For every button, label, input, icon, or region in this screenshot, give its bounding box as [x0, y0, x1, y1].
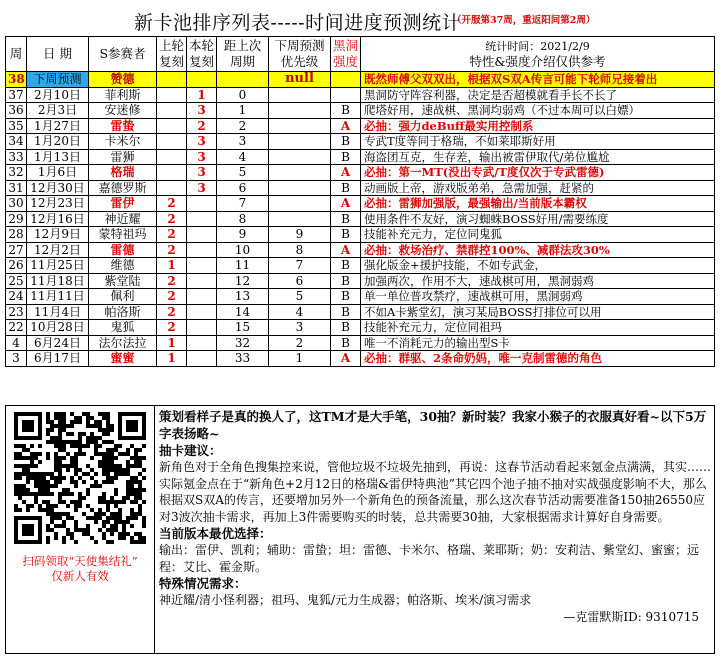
cell-date: 11月25日	[27, 258, 89, 274]
cell-desc: 专武T度等同于格瑞，不如莱耶斯好用	[361, 134, 715, 150]
cell-gap: 2	[217, 118, 269, 134]
cell-name: 雷德	[89, 242, 157, 258]
title-bar	[0, 4, 720, 34]
cell-prev: 2	[157, 196, 187, 212]
cell-cur	[187, 320, 217, 336]
cell-hole: B	[331, 227, 361, 243]
cell-priority	[269, 149, 331, 165]
forecast-week: 38	[6, 72, 27, 88]
cell-hole: B	[331, 180, 361, 196]
header-prev: 上轮复刻	[157, 37, 187, 72]
forecast-name: 赞德	[89, 72, 157, 88]
cell-name: 安迷修	[89, 103, 157, 119]
cell-date: 1月20日	[27, 134, 89, 150]
cell-prev	[157, 165, 187, 181]
cell-gap: 11	[217, 258, 269, 274]
cell-prev	[157, 134, 187, 150]
qr-caption	[6, 554, 154, 584]
table-row	[6, 320, 715, 336]
cell-name: 雷伊	[89, 196, 157, 212]
advice-text: 新角色对于全角色搜集控来说，管他垃圾不垃圾先抽到，再说：这春节活动看起来氪金点满满，其实……实际氪金点在于“新角色+2月12日的格瑞&雷伊特典池”其它四个池子抽不抽对实战强度影响不大，那么根据双S双A的传言，还要增加另外一个新角色的预备流量，那么这次春节活动需要准备150抽26550应对3波次抽卡需求，再加上3件需要购买的时装，总共需要30抽，大家根据需求计算好自身需要。	[159, 460, 712, 524]
cell-gap: 33	[217, 351, 269, 367]
cell-gap: 10	[217, 242, 269, 258]
cell-prev: 1	[157, 351, 187, 367]
cell-priority	[269, 118, 331, 134]
table-header-row	[6, 37, 715, 72]
forecast-hole	[331, 72, 361, 88]
cell-week: 28	[6, 227, 27, 243]
cell-date: 1月13日	[27, 149, 89, 165]
cell-hole: B	[331, 273, 361, 289]
stat-time: 统计时间：2021/2/9	[485, 40, 590, 53]
cell-gap: 3	[217, 134, 269, 150]
forecast-prev	[157, 72, 187, 88]
cell-date: 12月23日	[27, 196, 89, 212]
header-date: 日 期	[27, 37, 89, 72]
cell-cur: 3	[187, 134, 217, 150]
cell-desc: 必抽：群驱、2条命奶妈，唯一克制雷德的角色	[361, 351, 715, 367]
page-title: 新卡池排序列表-----时间进度预测统计	[134, 12, 462, 34]
qr-section	[6, 406, 155, 653]
cell-prev	[157, 118, 187, 134]
cell-week: 29	[6, 211, 27, 227]
best-title: 当前版本最优选择：	[159, 526, 272, 541]
notes-panel	[5, 405, 715, 654]
cell-week: 37	[6, 87, 27, 103]
cell-gap: 15	[217, 320, 269, 336]
table-row	[6, 118, 715, 134]
cell-gap: 13	[217, 289, 269, 305]
best-text: 输出：雷伊、凯莉；辅助：雷蛰；坦：雷德、卡米尔、格瑞、莱耶斯；奶：安莉洁、紫堂幻、蜜蜜；远程：艾比、霍金斯。	[159, 543, 700, 574]
cell-cur	[187, 273, 217, 289]
cell-name: 菲利斯	[89, 87, 157, 103]
cell-priority: 8	[269, 242, 331, 258]
cell-prev: 2	[157, 320, 187, 336]
cell-week: 25	[6, 273, 27, 289]
cell-hole: B	[331, 149, 361, 165]
cell-week: 23	[6, 304, 27, 320]
cell-week: 31	[6, 180, 27, 196]
cell-prev: 2	[157, 289, 187, 305]
cell-week: 22	[6, 320, 27, 336]
cell-name: 紫堂陆	[89, 273, 157, 289]
cell-date: 11月18日	[27, 273, 89, 289]
cell-priority: 2	[269, 335, 331, 351]
cell-prev: 2	[157, 242, 187, 258]
cell-desc: 必抽：救场治疗、禁群控100%、减群法攻30%	[361, 242, 715, 258]
header-week: 周	[6, 37, 27, 72]
cell-priority: 5	[269, 289, 331, 305]
notes-text	[159, 408, 711, 625]
cell-prev: 2	[157, 304, 187, 320]
cell-hole: B	[331, 134, 361, 150]
cell-week: 33	[6, 149, 27, 165]
forecast-row	[6, 72, 715, 88]
cell-week: 3	[6, 351, 27, 367]
cell-desc: 强化版金+援护技能，不如专武金，	[361, 258, 715, 274]
cell-hole: A	[331, 196, 361, 212]
cell-gap: 32	[217, 335, 269, 351]
cell-hole: B	[331, 335, 361, 351]
cell-desc: 动画版上帝，游戏版弟弟，急需加强，赶紧的	[361, 180, 715, 196]
forecast-cur	[187, 72, 217, 88]
table-row	[6, 196, 715, 212]
cell-date: 1月6日	[27, 165, 89, 181]
cell-priority	[269, 134, 331, 150]
cell-priority: 9	[269, 227, 331, 243]
table-row	[6, 180, 715, 196]
table-row	[6, 211, 715, 227]
cell-desc: 技能补充元力，定位同鬼狐	[361, 227, 715, 243]
special-text: 神近耀/清小怪利器；祖玛、鬼狐/元力生成器；帕洛斯、埃米/演习需求	[159, 593, 532, 607]
cell-cur	[187, 211, 217, 227]
cell-gap: 12	[217, 273, 269, 289]
cell-name: 维德	[89, 258, 157, 274]
cell-week: 35	[6, 118, 27, 134]
cell-cur	[187, 196, 217, 212]
cell-desc: 海盗团互克，生存差，输出被雷伊取代/弟位尴尬	[361, 149, 715, 165]
cell-name: 神近耀	[89, 211, 157, 227]
header-hole: 黑洞强度	[331, 37, 361, 72]
cell-name: 蜜蜜	[89, 351, 157, 367]
advice-title: 抽卡建议：	[159, 443, 222, 458]
cell-date: 6月17日	[27, 351, 89, 367]
cell-gap: 5	[217, 165, 269, 181]
cell-name: 嘉德罗斯	[89, 180, 157, 196]
cell-name: 法尔法拉	[89, 335, 157, 351]
cell-name: 卡米尔	[89, 134, 157, 150]
table-row	[6, 149, 715, 165]
cell-priority: 6	[269, 273, 331, 289]
table-row	[6, 103, 715, 119]
cell-priority	[269, 211, 331, 227]
cell-date: 6月24日	[27, 335, 89, 351]
cell-cur: 2	[187, 118, 217, 134]
cell-date: 11月11日	[27, 289, 89, 305]
cell-gap: 1	[217, 103, 269, 119]
cell-name: 佩利	[89, 289, 157, 305]
cell-name: 帕洛斯	[89, 304, 157, 320]
header-meta	[361, 37, 715, 72]
cell-cur: 3	[187, 165, 217, 181]
cell-gap: 8	[217, 211, 269, 227]
cell-desc: 必抽：强力deBuff最实用控制系	[361, 118, 715, 134]
cell-cur	[187, 335, 217, 351]
cell-week: 4	[6, 335, 27, 351]
cell-hole: B	[331, 103, 361, 119]
cell-prev: 2	[157, 227, 187, 243]
cell-priority: 7	[269, 258, 331, 274]
cell-date: 12月16日	[27, 211, 89, 227]
cell-name: 雷蛰	[89, 118, 157, 134]
cell-desc: 黑洞防守阵容利器，决定是否超模就看手长不长了	[361, 87, 715, 103]
cell-cur	[187, 242, 217, 258]
cell-hole: A	[331, 351, 361, 367]
cell-priority: 1	[269, 351, 331, 367]
cell-week: 34	[6, 134, 27, 150]
cell-date: 12月9日	[27, 227, 89, 243]
cell-prev: 2	[157, 273, 187, 289]
header-gap: 距上次周期	[217, 37, 269, 72]
cell-priority	[269, 87, 331, 103]
table-row	[6, 165, 715, 181]
cell-prev: 2	[157, 211, 187, 227]
cell-week: 36	[6, 103, 27, 119]
cell-prev	[157, 180, 187, 196]
table-row	[6, 273, 715, 289]
cell-hole: B	[331, 289, 361, 305]
cell-hole: B	[331, 258, 361, 274]
cell-prev: 1	[157, 258, 187, 274]
stat-title: 特性&强度介绍仅供参考	[469, 54, 606, 69]
special-title: 特殊情况需求：	[159, 576, 247, 591]
header-cur: 本轮复刻	[187, 37, 217, 72]
cell-week: 26	[6, 258, 27, 274]
cell-priority	[269, 103, 331, 119]
table-row	[6, 258, 715, 274]
cell-desc: 爬塔好用，速战棋、黑洞均弱鸡（不过本周可以白嫖）	[361, 103, 715, 119]
cell-cur: 3	[187, 180, 217, 196]
cell-date: 11月4日	[27, 304, 89, 320]
cell-hole: A	[331, 118, 361, 134]
cell-hole: B	[331, 304, 361, 320]
qr-code-icon[interactable]	[14, 412, 146, 544]
cell-cur	[187, 304, 217, 320]
table-row	[6, 87, 715, 103]
cell-priority	[269, 196, 331, 212]
qr-caption-2: 仅新人有效	[51, 569, 109, 583]
cell-prev	[157, 87, 187, 103]
cell-hole: A	[331, 165, 361, 181]
cell-date: 12月30日	[27, 180, 89, 196]
cell-priority	[269, 165, 331, 181]
cell-gap: 7	[217, 196, 269, 212]
cell-cur: 3	[187, 103, 217, 119]
table-row	[6, 289, 715, 305]
schedule-table	[5, 36, 715, 367]
cell-name: 蒙特祖玛	[89, 227, 157, 243]
cell-hole: B	[331, 211, 361, 227]
cell-week: 30	[6, 196, 27, 212]
cell-desc: 必抽：雷狮加强版，最强输出/当前版本霸权	[361, 196, 715, 212]
cell-week: 24	[6, 289, 27, 305]
cell-date: 1月27日	[27, 118, 89, 134]
header-name: S参赛者	[89, 37, 157, 72]
forecast-desc: 既然师傅父双双出，根据双S双A传言可能下轮师兄接着出	[361, 72, 715, 88]
cell-cur: 1	[187, 87, 217, 103]
table-row	[6, 227, 715, 243]
cell-name: 鬼狐	[89, 320, 157, 336]
cell-gap: 4	[217, 149, 269, 165]
cell-desc: 唯一不消耗元力的输出型S卡	[361, 335, 715, 351]
signature: —克雷默斯ID: 9310715	[563, 609, 699, 624]
cell-desc: 加强两次，作用不大，速战棋可用，黑洞弱鸡	[361, 273, 715, 289]
page-subtitle: （开服第37周，重返阳间第2周）	[452, 15, 596, 26]
cell-hole: A	[331, 242, 361, 258]
cell-hole	[331, 87, 361, 103]
cell-desc: 必抽：第一MT(没出专武/T度仅次于专武雷德)	[361, 165, 715, 181]
forecast-priority: null	[269, 72, 331, 88]
cell-date: 12月2日	[27, 242, 89, 258]
cell-cur	[187, 258, 217, 274]
cell-week: 32	[6, 165, 27, 181]
cell-priority	[269, 180, 331, 196]
cell-prev	[157, 149, 187, 165]
cell-desc: 单一单位普攻禁疗，速战棋可用，黑洞弱鸡	[361, 289, 715, 305]
forecast-label: 下周预测	[27, 72, 89, 88]
cell-prev: 1	[157, 335, 187, 351]
forecast-gap	[217, 72, 269, 88]
cell-desc: 不如A卡紫堂幻，演习某局BOSS打排位可以用	[361, 304, 715, 320]
cell-gap: 6	[217, 180, 269, 196]
cell-name: 格瑞	[89, 165, 157, 181]
cell-desc: 使用条件不友好，演习蜘蛛BOSS好用/需要练度	[361, 211, 715, 227]
table-row	[6, 351, 715, 367]
cell-date: 10月28日	[27, 320, 89, 336]
cell-week: 27	[6, 242, 27, 258]
cell-cur	[187, 227, 217, 243]
cell-name: 雷狮	[89, 149, 157, 165]
cell-cur	[187, 289, 217, 305]
cell-gap: 14	[217, 304, 269, 320]
qr-caption-1: 扫码领取“天使集结礼”	[22, 554, 138, 568]
cell-desc: 技能补充元力，定位同祖玛	[361, 320, 715, 336]
cell-gap: 0	[217, 87, 269, 103]
cell-cur	[187, 351, 217, 367]
cell-prev	[157, 103, 187, 119]
notes-headline: 策划看样子是真的换人了，这TM才是大手笔，30抽？新时装？我家小猴子的衣服真好看~以下5万字表扬略~	[159, 409, 707, 441]
cell-priority: 3	[269, 320, 331, 336]
cell-date: 2月10日	[27, 87, 89, 103]
table-row	[6, 242, 715, 258]
header-priority: 下周预测优先级	[269, 37, 331, 72]
table-row	[6, 134, 715, 150]
cell-date: 2月3日	[27, 103, 89, 119]
cell-cur: 3	[187, 149, 217, 165]
cell-priority: 4	[269, 304, 331, 320]
table-row	[6, 304, 715, 320]
cell-gap: 9	[217, 227, 269, 243]
cell-hole: B	[331, 320, 361, 336]
table-row	[6, 335, 715, 351]
